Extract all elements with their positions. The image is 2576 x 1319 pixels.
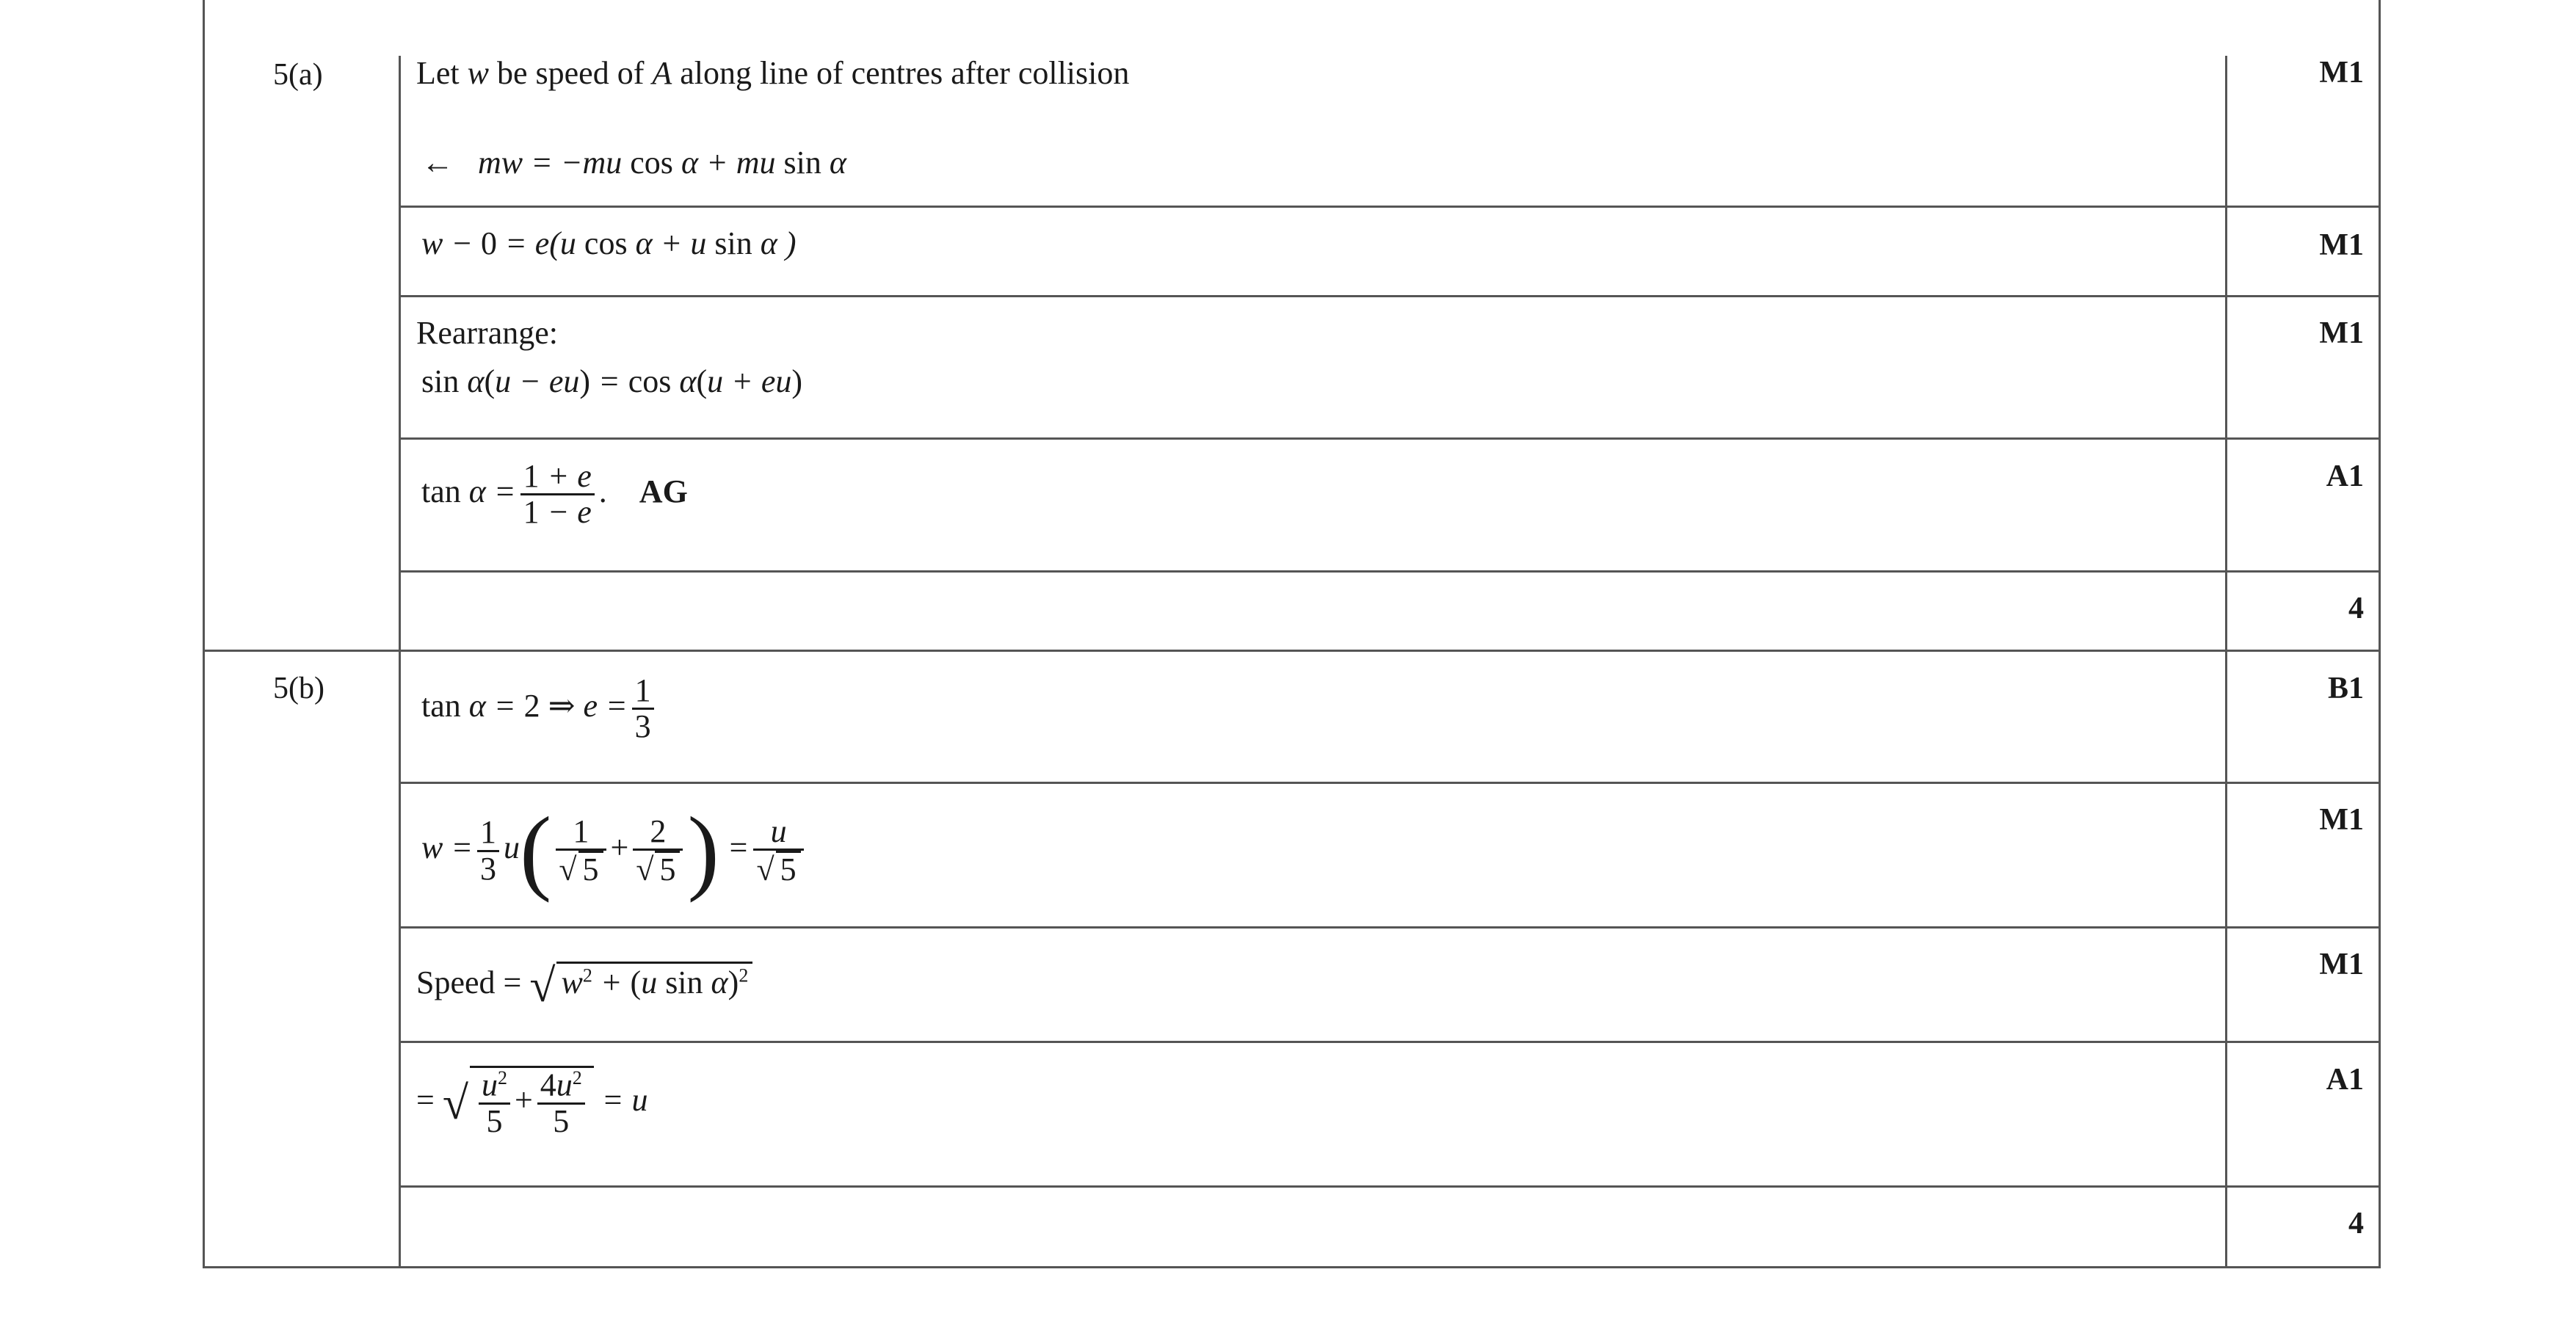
working-5b-tan: tan α = 2 ⇒ e = $\frac{1}{3}$ <box>421 674 658 744</box>
row-divider <box>399 926 2381 929</box>
mark-5b-3: M1 <box>2319 948 2364 981</box>
working-5b-result: = √ $\frac{u^2}{5}$ + $\frac{4u^2}{5}$ = u <box>416 1067 648 1139</box>
mark-5b-2: M1 <box>2319 803 2364 837</box>
mark-5a-3: M1 <box>2319 316 2364 350</box>
row-divider <box>399 782 2381 784</box>
row-divider <box>399 570 2381 573</box>
working-5a-line-2: ← mw = −mu cos α + mu sin α <box>421 145 846 181</box>
answer-given-tag: AG <box>639 473 688 509</box>
row-divider <box>399 1041 2381 1043</box>
row-divider <box>399 1185 2381 1188</box>
working-5a-line-1: Let w be speed of A along line of centres after collision <box>416 55 1130 91</box>
mark-5b-total: 4 <box>2348 1207 2364 1240</box>
row-divider <box>399 295 2381 297</box>
question-number-5b: 5(b) <box>273 672 324 705</box>
mark-5b-4: A1 <box>2326 1063 2364 1097</box>
mark-5b-1: B1 <box>2327 672 2364 705</box>
column-divider-left <box>399 56 401 1268</box>
working-5b-w: w = $\frac{1}{3}$ u( $\frac{1}{√ 5}$ + $\frac{2}{√ 5}$ ) = $\frac{u}{√ 5}$ <box>421 803 808 898</box>
working-5a-tan: tan α = $\frac{1 + e}{1 - e}$ . AG <box>421 458 688 531</box>
row-divider <box>399 437 2381 440</box>
mark-5a-1: M1 <box>2319 56 2364 90</box>
working-5a-restitution: w − 0 = e(u cos α + u sin α ) <box>421 225 797 261</box>
mark-5a-2: M1 <box>2319 228 2364 262</box>
column-divider-right <box>2225 56 2227 1268</box>
mark-5a-4: A1 <box>2326 459 2364 493</box>
working-5a-rearrange-label: Rearrange: <box>416 315 558 351</box>
row-divider <box>399 206 2381 208</box>
mark-5a-total: 4 <box>2348 592 2364 625</box>
question-divider <box>203 650 2381 652</box>
working-5b-speed: Speed = √ $w^2 + (u$ sin α)$^2$ <box>416 959 752 1013</box>
question-number-5a: 5(a) <box>273 58 323 92</box>
working-5a-rearrange: sin α(u − eu) = cos α(u + eu) <box>421 363 803 399</box>
